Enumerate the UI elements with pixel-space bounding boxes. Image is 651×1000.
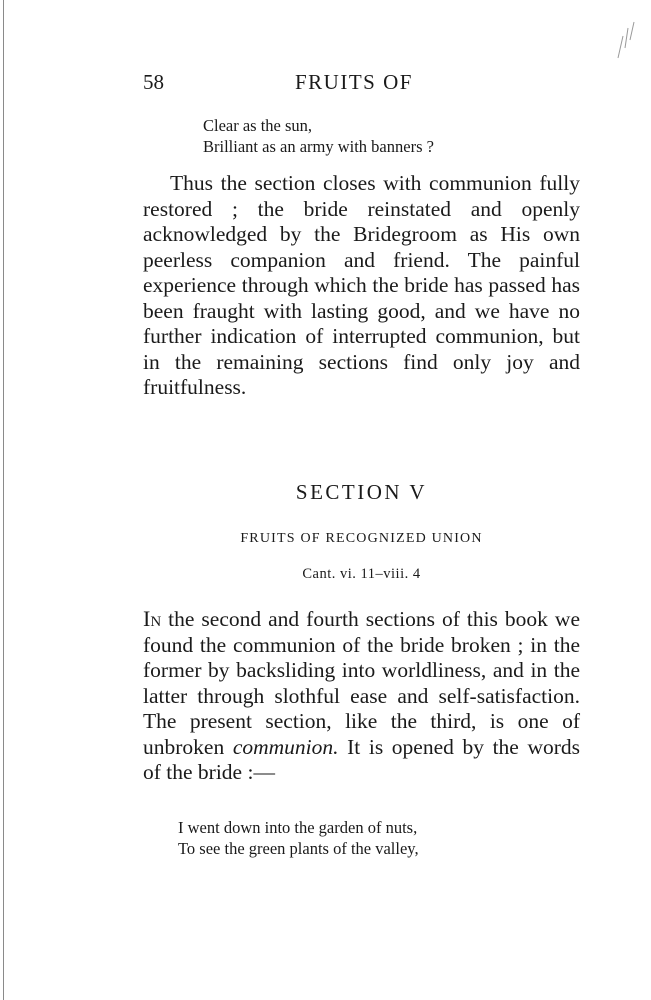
page-number: 58 — [143, 70, 164, 94]
verse-line: To see the green plants of the valley, — [178, 839, 419, 858]
paragraph-text: It is opened by the words of the bride :— — [143, 734, 580, 784]
closing-verse — [178, 817, 419, 859]
body-paragraph: Thus the section closes with communion fully restored ; the bride reinstated and openly acknowledged by the Bridegroom as His own peerless companion and friend. The painful experience through which the bride has passed has been fraught with lasting good, and we have no further indication of interrupted communion, but in the remaining sections find only joy and fruitfulness. — [143, 171, 580, 399]
section-subtitle: FRUITS OF RECOGNIZED UNION — [240, 531, 483, 546]
paragraph-text: the second and fourth sections of this book we found the communion of the bride broken ; in the former by backsliding into worldliness, and in the latter through slothful ease and self-satisfaction. The present section, like the third, is one of unbroken — [143, 607, 580, 759]
body-paragraph — [143, 606, 580, 786]
opening-verse — [203, 115, 434, 157]
running-head — [143, 70, 583, 100]
margin-pencil-mark — [614, 18, 638, 64]
verse-line: Clear as the sun, — [203, 116, 313, 135]
lead-in-word: In — [143, 606, 162, 631]
scripture-reference: Cant. vi. 11–viii. 4 — [302, 566, 421, 582]
emphasized-word: communion. — [232, 734, 339, 759]
scan-edge-line — [3, 0, 4, 1000]
verse-line: I went down into the garden of nuts, — [178, 818, 418, 837]
verse-line: Brilliant as an army with banners ? — [203, 137, 434, 156]
section-heading: SECTION V — [295, 480, 428, 504]
running-title: FRUITS OF — [295, 70, 413, 94]
